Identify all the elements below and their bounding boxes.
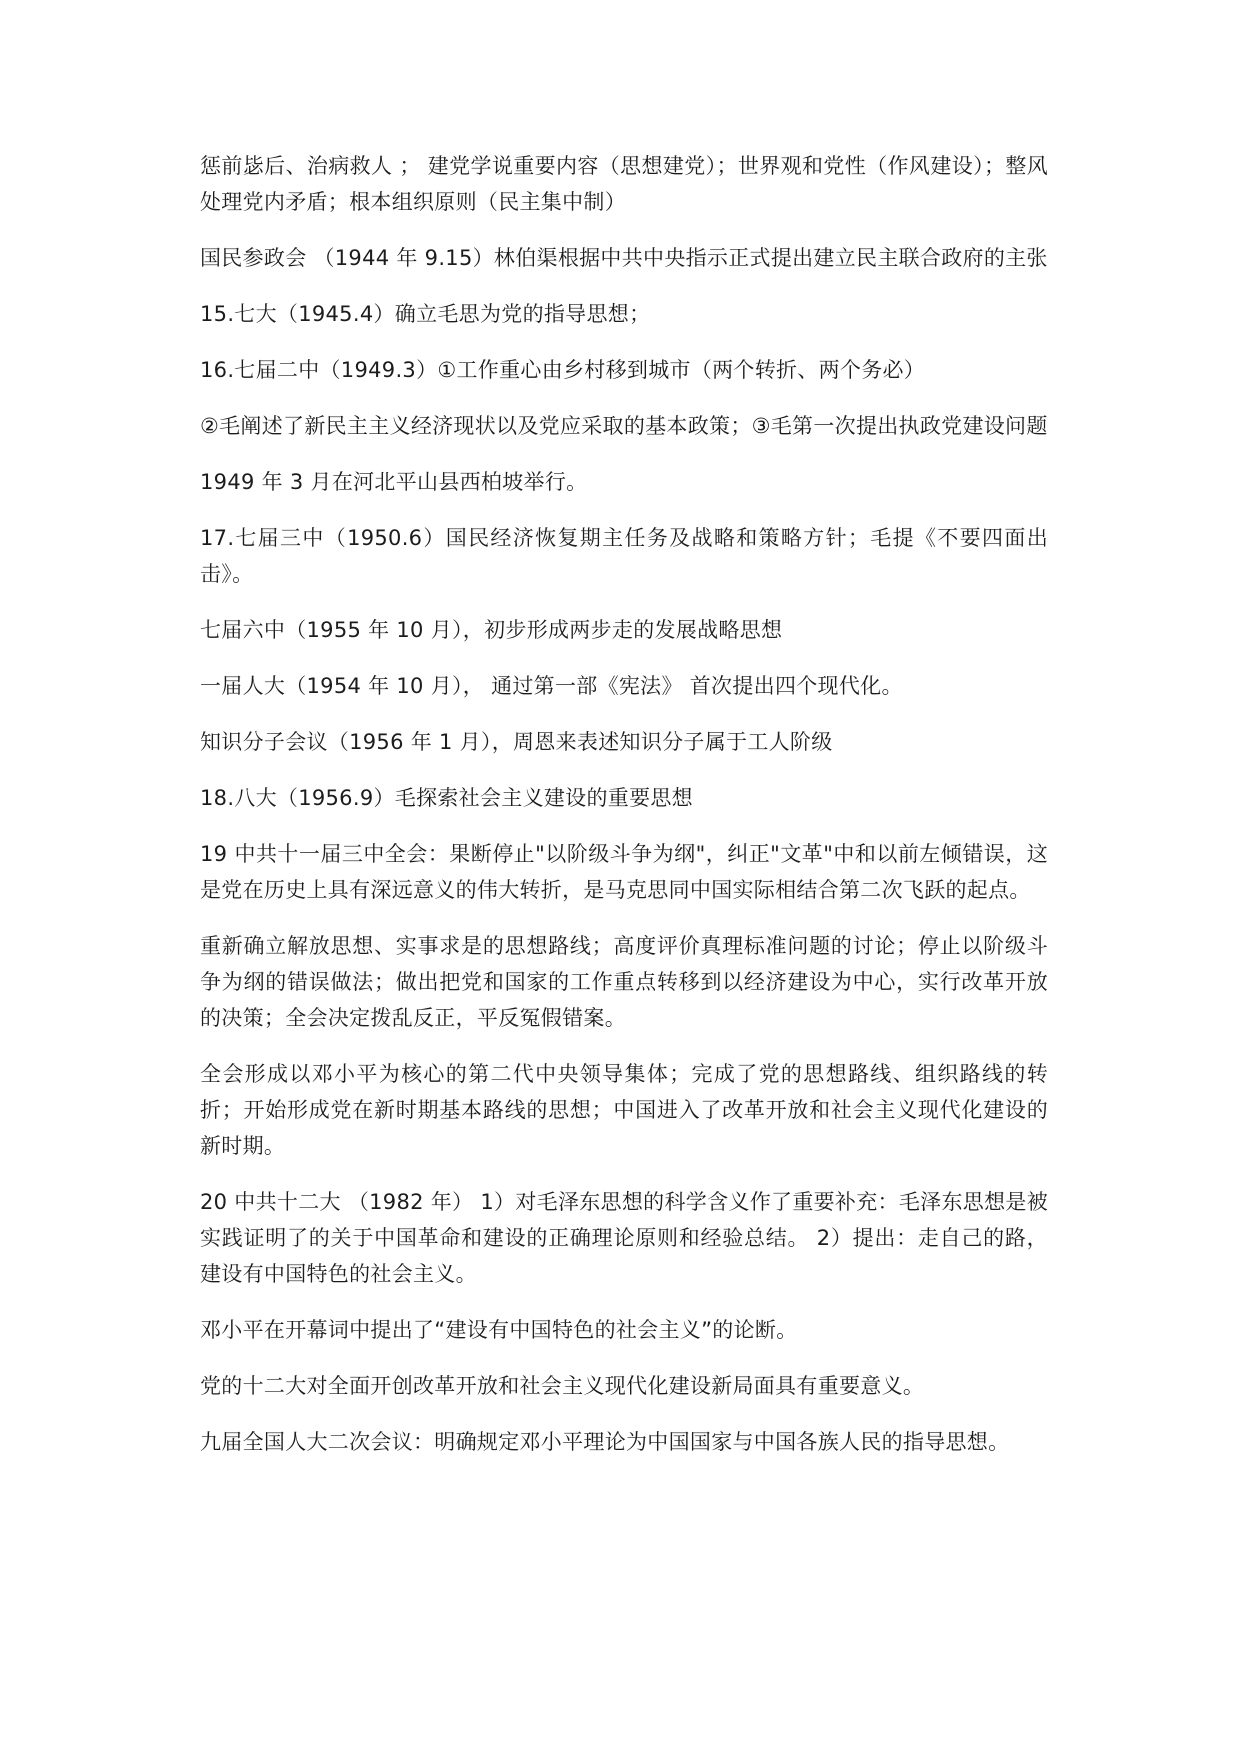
paragraph-xibaipo: 1949 年 3 月在河北平山县西柏坡举行。 bbox=[200, 470, 588, 494]
paragraph-intellectuals-conference: 知识分子会议（1956 年 1 月），周恩来表述知识分子属于工人阶级 bbox=[200, 730, 833, 754]
paragraph-eighth-congress: 18.八大（1956.9）毛探索社会主义建设的重要思想 bbox=[200, 786, 693, 810]
paragraph-seventh-congress: 15.七大（1945.4）确立毛思为党的指导思想； bbox=[200, 302, 651, 326]
paragraph-third-plenum-line: 重新确立解放思想、实事求是的思想路线；高度评价真理标准问题的讨论；停止以阶级斗争为纲的错误做法；做出把党和国家的工作重点转移到以经济建设为中心，实行改革开放的决策；全会决定拨乱反正，平反冤假错案。 bbox=[200, 934, 1048, 1030]
paragraph-party-building: 惩前毖后、治病救人 ； 建党学说重要内容（思想建党）；世界观和党性（作风建设）；整风处理党内矛盾；根本组织原则（民主集中制） bbox=[200, 154, 1048, 214]
paragraph-twelfth-congress: 20 中共十二大 （1982 年） 1）对毛泽东思想的科学含义作了重要补充：毛泽东思想是被实践证明了的关于中国革命和建设的正确理论原则和经验总结。 2）提出：走自己的路，建设有中国特色的社会主义。 bbox=[200, 1190, 1048, 1286]
paragraph-third-plenum-11th: 19 中共十一届三中全会：果断停止"以阶级斗争为纲"，纠正"文革"中和以前左倾错误，这是党在历史上具有深远意义的伟大转折，是马克思同中国实际相结合第二次飞跃的起点。 bbox=[200, 842, 1048, 902]
paragraph-seventh-second-plenum-detail: ②毛阐述了新民主主义经济现状以及党应采取的基本政策；③毛第一次提出执政党建设问题 bbox=[200, 414, 1048, 438]
paragraph-national-council: 国民参政会 （1944 年 9.15）林伯渠根据中共中央指示正式提出建立民主联合政府的主张 bbox=[200, 246, 1048, 270]
paragraph-opening-speech: 邓小平在开幕词中提出了“建设有中国特色的社会主义”的论断。 bbox=[200, 1318, 798, 1342]
paragraph-ninth-npc: 九届全国人大二次会议：明确规定邓小平理论为中国国家与中国各族人民的指导思想。 bbox=[200, 1430, 1010, 1454]
paragraph-first-npc: 一届人大（1954 年 10 月）， 通过第一部《宪法》 首次提出四个现代化。 bbox=[200, 674, 903, 698]
paragraph-twelfth-significance: 党的十二大对全面开创改革开放和社会主义现代化建设新局面具有重要意义。 bbox=[200, 1374, 925, 1398]
paragraph-second-generation: 全会形成以邓小平为核心的第二代中央领导集体；完成了党的思想路线、组织路线的转折；开始形成党在新时期基本路线的思想；中国进入了改革开放和社会主义现代化建设的新时期。 bbox=[200, 1062, 1048, 1158]
paragraph-seventh-sixth-plenum: 七届六中（1955 年 10 月），初步形成两步走的发展战略思想 bbox=[200, 618, 783, 642]
document-body bbox=[200, 148, 1048, 1480]
paragraph-seventh-second-plenum: 16.七届二中（1949.3）①工作重心由乡村移到城市（两个转折、两个务必） bbox=[200, 358, 926, 382]
paragraph-seventh-third-plenum: 17.七届三中（1950.6）国民经济恢复期主任务及战略和策略方针；毛提《不要四面出击》。 bbox=[200, 526, 1048, 586]
